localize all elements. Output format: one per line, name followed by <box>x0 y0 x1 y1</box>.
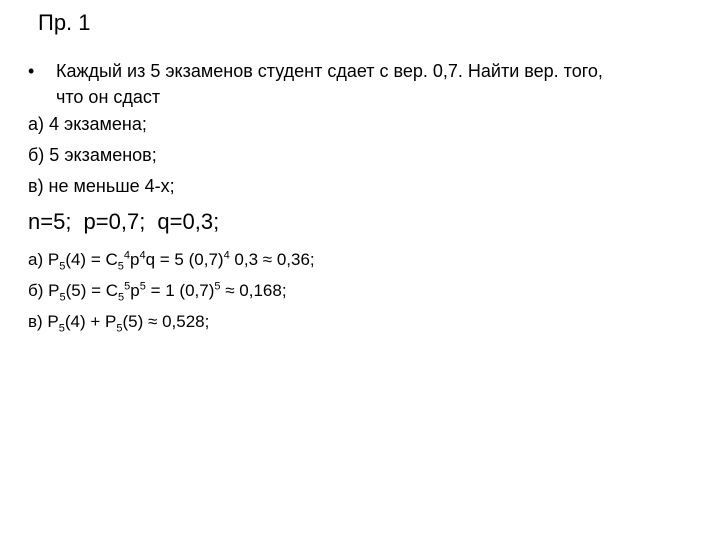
solution-b-sup3: 5 <box>214 280 221 293</box>
solution-a-tail: 0,3 ≈ 0,36; <box>229 250 315 269</box>
solution-c-sub1: 5 <box>58 322 65 335</box>
solution-a-sub2: 5 <box>117 260 124 273</box>
solution-b-sub1: 5 <box>59 291 66 304</box>
solution-c-prefix: в) P <box>28 312 59 331</box>
task-b: б) 5 экзаменов; <box>28 145 157 165</box>
solution-b-prefix: б) P <box>28 281 60 300</box>
solution-b-sub2: 5 <box>118 291 125 304</box>
problem-text-line1: Каждый из 5 экзаменов студент сдает с вер. 0,7. Найти вер. того, <box>56 61 603 81</box>
slide-title: Пр. 1 <box>38 10 91 35</box>
solution-a-prefix: а) P <box>28 250 60 269</box>
solution-b-mid1: (5) = C <box>65 281 119 300</box>
solution-b-sup2: 5 <box>139 280 146 293</box>
solution-c-sub2: 5 <box>116 322 123 335</box>
solution-c-mid1: (4) + P <box>64 312 117 331</box>
solution-b-tail: ≈ 0,168; <box>220 281 287 300</box>
solution-b-sup1: 5 <box>124 280 131 293</box>
solution-c-tail: (5) ≈ 0,528; <box>122 312 210 331</box>
solution-a-sup3: 4 <box>223 249 230 262</box>
solution-a-mid1: (4) = C <box>65 250 118 269</box>
solution-b-mid2: p <box>130 281 140 300</box>
solution-a-sup1: 4 <box>123 249 130 262</box>
problem-bullet-line <box>28 58 688 84</box>
task-a: а) 4 экзамена; <box>28 114 147 134</box>
solution-a <box>28 248 315 272</box>
solution-b-mid3: = 1 (0,7) <box>145 281 215 300</box>
solution-a-mid3: q = 5 (0,7) <box>145 250 224 269</box>
solution-a-sup2: 4 <box>139 249 146 262</box>
task-c: в) не меньше 4-х; <box>28 176 175 196</box>
solution-c <box>28 310 209 334</box>
parameters-line: n=5; p=0,7; q=0,3; <box>28 209 220 234</box>
solution-b <box>28 279 287 303</box>
solution-a-mid2: p <box>130 250 140 269</box>
bullet-icon: • <box>28 61 35 81</box>
solution-a-sub1: 5 <box>59 260 66 273</box>
problem-text-line2: что он сдаст <box>56 87 161 107</box>
problem-statement <box>28 58 688 110</box>
